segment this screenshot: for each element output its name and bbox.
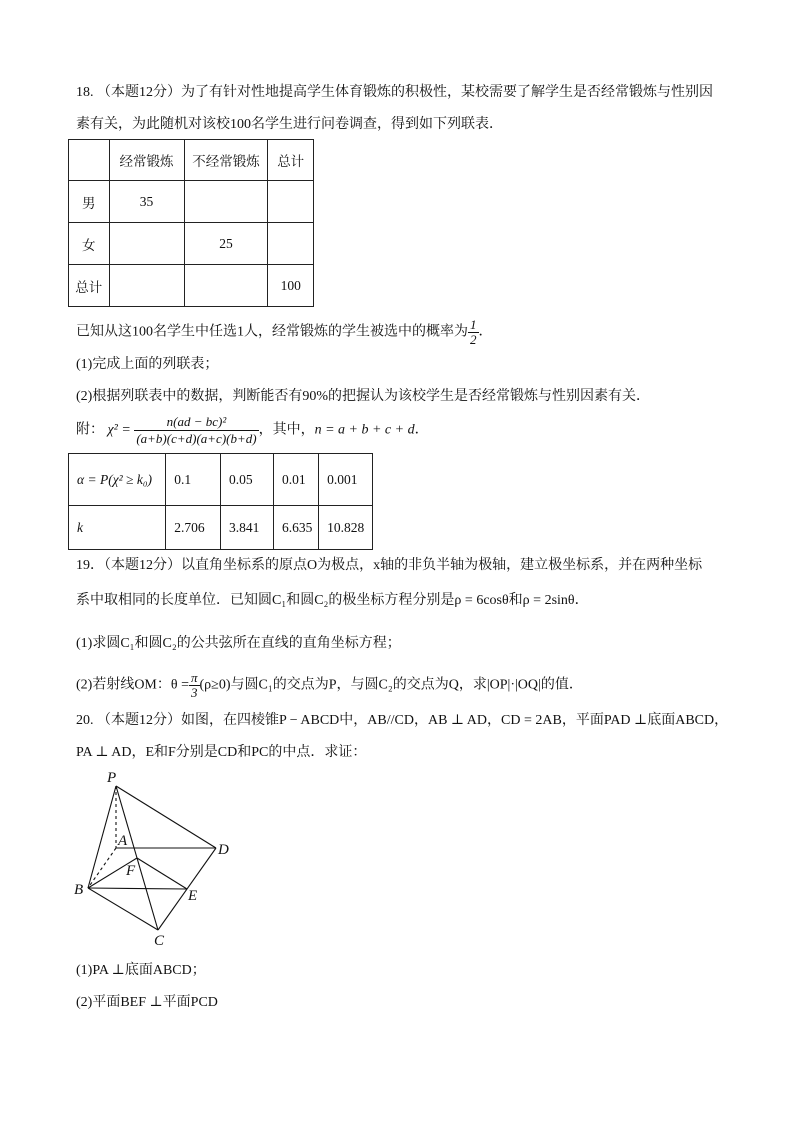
- chi-square-fraction: [134, 414, 258, 447]
- label-A: A: [118, 833, 128, 849]
- table-cell: 6.635: [273, 506, 318, 550]
- fraction-numerator: n(ad − bc)²: [134, 414, 258, 431]
- q20-line2: PA ⊥ AD，E和F分别是CD和PC的中点．求证：: [76, 745, 367, 760]
- formula-lhs: χ² =: [107, 422, 131, 438]
- q20-line1: 20. （本题12分）如图，在四棱锥P − ABCD中，AB//CD，AB ⊥ AD，CD = 2AB，平面PAD ⊥底面ABCD，: [76, 713, 729, 728]
- q18-critical-value-table: [68, 453, 373, 550]
- q18-formula: [76, 414, 429, 447]
- formula-n: n = a + b + c + d: [314, 422, 415, 438]
- table-cell-k-label: k: [69, 506, 166, 550]
- q19-part1: (1)求圆C₁和圆C₂的公共弦所在直线的直角坐标方程；: [76, 636, 401, 651]
- q19-line2: 系中取相同的长度单位．已知圆C₁和圆C₂的极坐标方程分别是ρ = 6cosθ和ρ = 2sinθ．: [76, 593, 589, 608]
- table-row: [69, 506, 373, 550]
- table-cell: [268, 181, 314, 223]
- label-F: F: [126, 863, 136, 879]
- q19-part2-end: (ρ≥0)与圆C₁的交点为P，与圆C₂的交点为Q，求|OP|·|OQ|的值．: [199, 677, 583, 693]
- fraction-numerator: π: [190, 670, 198, 685]
- table-cell: 0.1: [166, 454, 221, 506]
- table-cell: 0.05: [221, 454, 274, 506]
- table-cell: 35: [109, 181, 184, 223]
- q19-line1: 19．（本题12分）以直角坐标系的原点O为极点，x轴的非负半轴为极轴，建立极坐标系，并在两种坐标: [76, 558, 703, 573]
- q18-line2: 素有关，为此随机对该校100名学生进行问卷调查，得到如下列联表．: [76, 117, 503, 132]
- table-cell: 100: [268, 265, 314, 307]
- table-cell: 女: [69, 223, 110, 265]
- q18-part2: (2)根据列联表中的数据，判断能否有90%的把握认为该校学生是否经常锻炼与性别因素有关．: [76, 389, 650, 404]
- label-D: D: [218, 842, 229, 858]
- table-cell: 2.706: [166, 506, 221, 550]
- fraction-denominator: (a+b)(c+d)(a+c)(b+d): [136, 431, 257, 446]
- q19-part2: [76, 671, 583, 700]
- pi-over-3-fraction: [189, 671, 200, 700]
- table-row: [69, 265, 314, 307]
- table-header-total: 总计: [268, 140, 314, 181]
- table-row: [69, 454, 373, 506]
- edge-AB-hidden: [88, 848, 116, 888]
- label-E: E: [188, 888, 198, 904]
- table-row: [69, 223, 314, 265]
- q18-line1: 18. （本题12分）为了有针对性地提高学生体育锻炼的积极性，某校需要了解学生是否经常锻炼与性别因: [76, 85, 713, 100]
- q18-given-suffix: ．: [478, 324, 493, 340]
- q18-contingency-table: [68, 139, 314, 307]
- q19-part2-start: (2)若射线OM：θ =: [76, 677, 189, 693]
- fraction-numerator: 1: [470, 317, 477, 332]
- edge-PB: [88, 786, 116, 888]
- table-cell-alpha-label: α = P(χ² ≥ k₀): [69, 454, 166, 506]
- table-cell: [268, 223, 314, 265]
- edge-BE: [88, 888, 187, 889]
- q20-part1: (1)PA ⊥底面ABCD；: [76, 963, 206, 978]
- q18-part1: (1)完成上面的列联表；: [76, 357, 219, 372]
- table-row: [69, 181, 314, 223]
- table-cell: 3.841: [221, 506, 274, 550]
- table-header-frequent: 经常锻炼: [109, 140, 184, 181]
- table-cell: 25: [184, 223, 268, 265]
- table-cell: [184, 181, 268, 223]
- table-cell: 0.01: [273, 454, 318, 506]
- formula-mid: ，其中，: [258, 422, 315, 438]
- table-cell: 男: [69, 181, 110, 223]
- q18-given: [76, 318, 493, 347]
- label-C: C: [154, 933, 165, 948]
- table-cell: 总计: [69, 265, 110, 307]
- q18-given-text: 已知从这100名学生中任选1人，经常锻炼的学生被选中的概率为: [76, 324, 468, 340]
- label-B: B: [74, 882, 84, 898]
- fraction-denominator: 2: [470, 332, 477, 347]
- table-header-empty: [69, 140, 110, 181]
- formula-end: ．: [414, 422, 429, 438]
- fraction: [468, 318, 479, 347]
- pyramid-figure: [66, 768, 246, 948]
- table-cell: 10.828: [319, 506, 373, 550]
- table-cell: [109, 265, 184, 307]
- table-cell: [109, 223, 184, 265]
- table-cell: 0.001: [319, 454, 373, 506]
- table-cell: [184, 265, 268, 307]
- table-header-infrequent: 不经常锻炼: [184, 140, 268, 181]
- fraction-denominator: 3: [190, 685, 198, 700]
- appendix-label: 附：: [76, 422, 104, 438]
- label-P: P: [107, 770, 117, 786]
- q20-part2: (2)平面BEF ⊥平面PCD: [76, 995, 218, 1010]
